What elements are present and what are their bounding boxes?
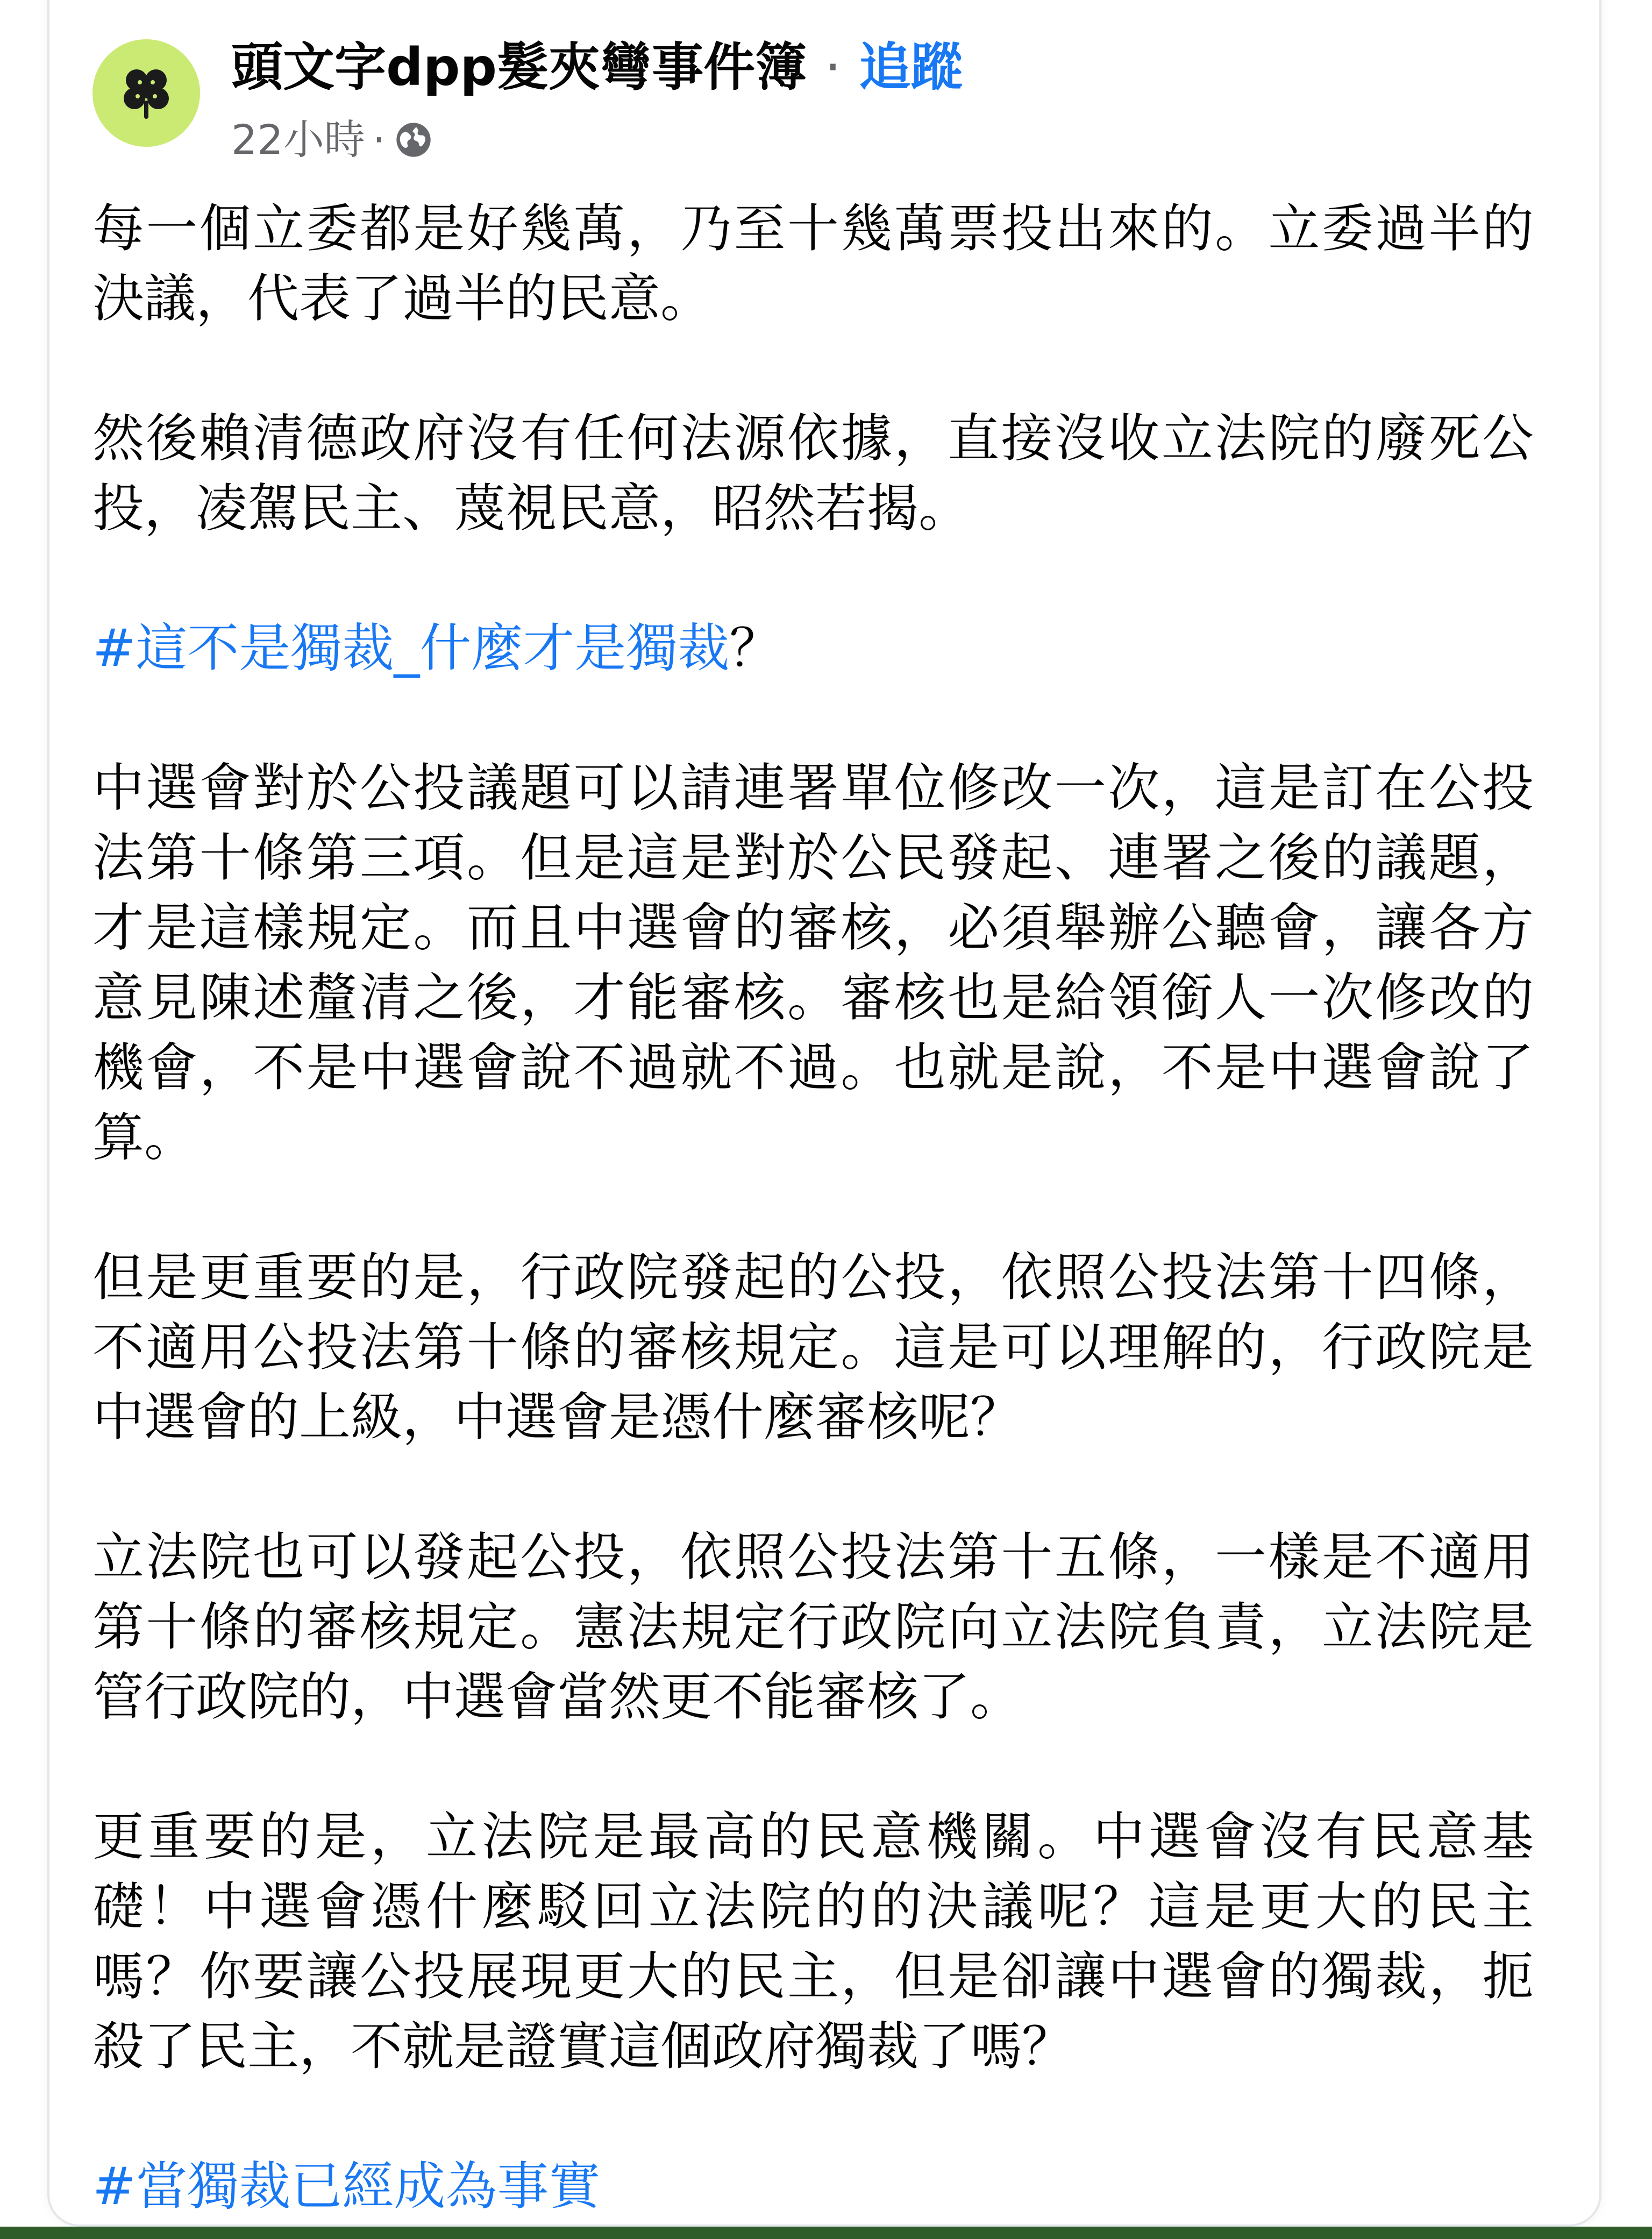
post-paragraph: 更重要的是，立法院是最高的民意機關。中選會沒有民意基礎！中選會憑什麼駁回立法院的的決議呢？這是更大的民主嗎？你要讓公投展現更大的民主，但是卻讓中選會的獨裁，扼殺了民主，不就是證實這個政府獨裁了嗎？: [92, 1807, 1534, 2077]
hashtag-line: [92, 613, 1534, 683]
post-paragraph: 但是更重要的是，行政院發起的公投，依照公投法第十四條，不適用公投法第十條的審核規定。這是可以理解的，行政院是中選會的上級，中選會是憑什麼審核呢？: [92, 1247, 1534, 1447]
post-header-title: [231, 32, 963, 102]
hashtag-link-2[interactable]: #當獨裁已經成為事實: [92, 2156, 601, 2216]
hashtag-link-1[interactable]: #這不是獨裁_什麼才是獨裁: [92, 618, 730, 678]
page-name-link[interactable]: 頭文字dpp髮夾彎事件簿: [231, 37, 807, 97]
hashtag-suffix: ？: [729, 618, 781, 678]
post-paragraph: 中選會對於公投議題可以請連署單位修改一次，這是訂在公投法第十條第三項。但是這是對於公民發起、連署之後的議題，才是這樣規定。而且中選會的審核，必須舉辦公聽會，讓各方意見陳述釐清之後，才能審核。審核也是給領銜人一次修改的機會，不是中選會說不過就不過。也就是說，不是中選會說了算。: [92, 758, 1534, 1168]
post-meta: [231, 113, 434, 167]
globe-icon[interactable]: [393, 119, 434, 160]
hashtag-line: [92, 2151, 1534, 2221]
meta-separator: ·: [372, 116, 386, 164]
clover-logo-icon: [114, 61, 179, 125]
post-body: [92, 194, 1534, 2239]
post-paragraph: 然後賴清德政府沒有任何法源依據，直接沒收立法院的廢死公投，凌駕民主、蔑視民意，昭然若揭。: [92, 408, 1534, 538]
page-avatar[interactable]: [92, 39, 200, 147]
follow-button[interactable]: 追蹤: [859, 37, 963, 97]
header-separator: ·: [824, 37, 842, 97]
post-paragraph: 每一個立委都是好幾萬，乃至十幾萬票投出來的。立委過半的決議，代表了過半的民意。: [92, 198, 1534, 329]
bottom-strip: [0, 2227, 1652, 2239]
post-paragraph: 立法院也可以發起公投，依照公投法第十五條，一樣是不適用第十條的審核規定。憲法規定行政院向立法院負責，立法院是管行政院的，中選會當然更不能審核了。: [92, 1527, 1534, 1727]
post-timestamp[interactable]: 22小時: [231, 116, 365, 164]
